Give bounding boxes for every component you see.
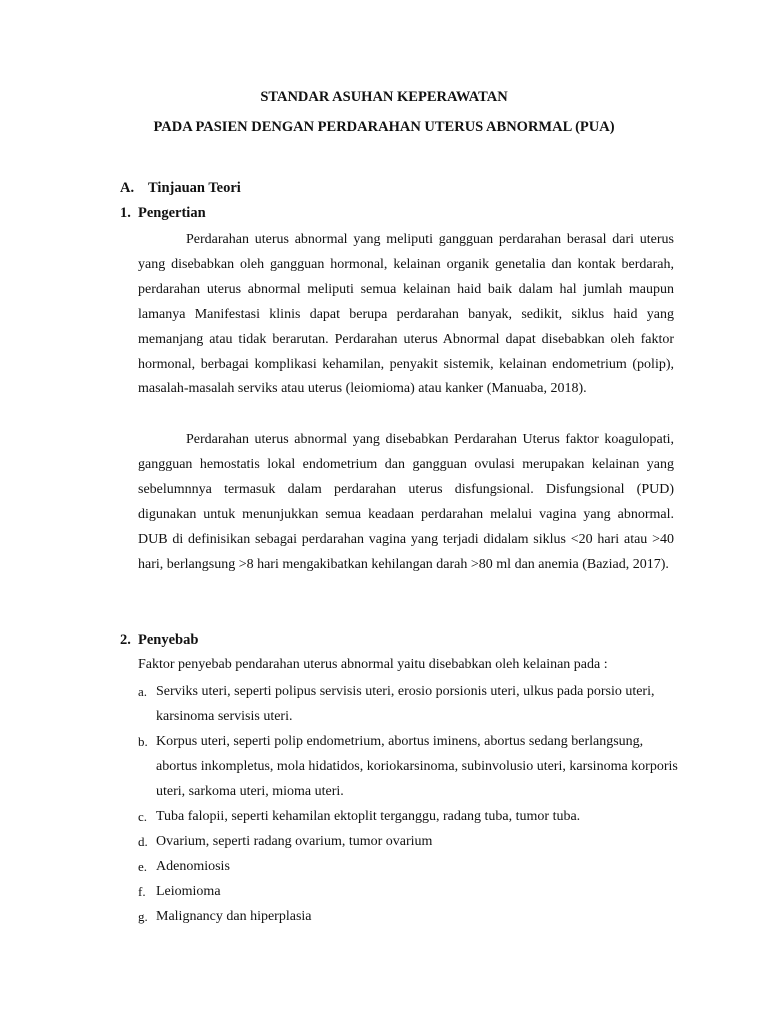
document-subtitle: PADA PASIEN DENGAN PERDARAHAN UTERUS ABNORMAL (PUA) [153, 119, 615, 135]
list-item-text: Adenomiosis [156, 859, 230, 874]
subsection-1-heading [120, 203, 206, 223]
document-title: STANDAR ASUHAN KEPERAWATAN [260, 89, 508, 105]
subsection-1-title: Pengertian [138, 205, 206, 221]
list-item-marker: e. [138, 859, 148, 874]
penyebab-intro: Faktor penyebab pendarahan uterus abnormal yaitu disebabkan oleh kelainan pada : [138, 657, 608, 672]
list-item [138, 804, 678, 829]
list-item [138, 879, 678, 904]
list-item-text: Leiomioma [156, 884, 221, 899]
list-item [138, 729, 678, 804]
paragraph-pengertian-2: Perdarahan uterus abnormal yang disebabkan Perdarahan Uterus faktor koagulopati, gangguan hemostatis lokal endometrium dan gangguan ovulasi merupakan kelainan yang sebelumnnya termasuk dalam perdarahan uterus disfungsional. Disfungsional (PUD) digunakan untuk menunjukkan semua keadaan perdarahan melalui vagina yang abnormal. DUB di definisikan sebagai perdarahan vagina yang terjadi didalam siklus <20 hari atau >40 hari, berlangsung >8 hari mengakibatkan kehilangan darah >80 ml dan anemia (Baziad, 2017). [138, 432, 674, 572]
list-item [138, 854, 678, 879]
section-a-heading [120, 178, 241, 198]
subsection-2-title: Penyebab [138, 632, 199, 648]
list-item-marker: a. [138, 684, 148, 699]
list-item-marker: c. [138, 809, 148, 824]
list-item [138, 829, 678, 854]
list-item-marker: d. [138, 834, 148, 849]
list-item-text: Malignancy dan hiperplasia [156, 909, 312, 924]
list-item-text: Korpus uteri, seperti polip endometrium, abortus iminens, abortus sedang berlangsung, abortus inkompletus, mola hidatidos, koriokarsinoma, subinvolusio uteri, karsinoma korporis uteri, sarkoma uteri, mioma uteri. [156, 734, 678, 799]
list-item [138, 904, 678, 929]
list-item-marker: b. [138, 734, 148, 749]
list-item-marker: f. [138, 884, 146, 899]
paragraph-pengertian-1: Perdarahan uterus abnormal yang meliputi gangguan perdarahan berasal dari uterus yang disebabkan oleh gangguan hormonal, kelainan organik genetalia dan kontak berdarah, perdarahan uterus abnormal meliputi semua kelainan haid baik dalam hal jumlah maupun lamanya Manifestasi klinis dapat berupa perdarahan banyak, sedikit, siklus haid yang memanjang atau tidak berarutan. Perdarahan uterus Abnormal dapat disebabkan oleh faktor hormonal, berbagai komplikasi kehamilan, penyakit sistemik, kelainan endometrium (polip), masalah-masalah serviks atau uterus (leiomioma) atau kanker (Manuaba, 2018). [138, 232, 674, 397]
list-item-marker: g. [138, 909, 148, 924]
penyebab-list [138, 679, 678, 929]
subsection-2-marker: 2. [120, 632, 131, 648]
list-item [138, 679, 678, 729]
section-a-title: Tinjauan Teori [148, 180, 241, 196]
list-item-text: Ovarium, seperti radang ovarium, tumor ovarium [156, 834, 433, 849]
subsection-2-heading [120, 630, 198, 650]
section-a-marker: A. [120, 180, 135, 196]
list-item-text: Serviks uteri, seperti polipus servisis uteri, erosio porsionis uteri, ulkus pada porsio uteri, karsinoma servisis uteri. [156, 684, 655, 724]
subsection-1-marker: 1. [120, 205, 131, 221]
list-item-text: Tuba falopii, seperti kehamilan ektoplit terganggu, radang tuba, tumor tuba. [156, 809, 581, 824]
